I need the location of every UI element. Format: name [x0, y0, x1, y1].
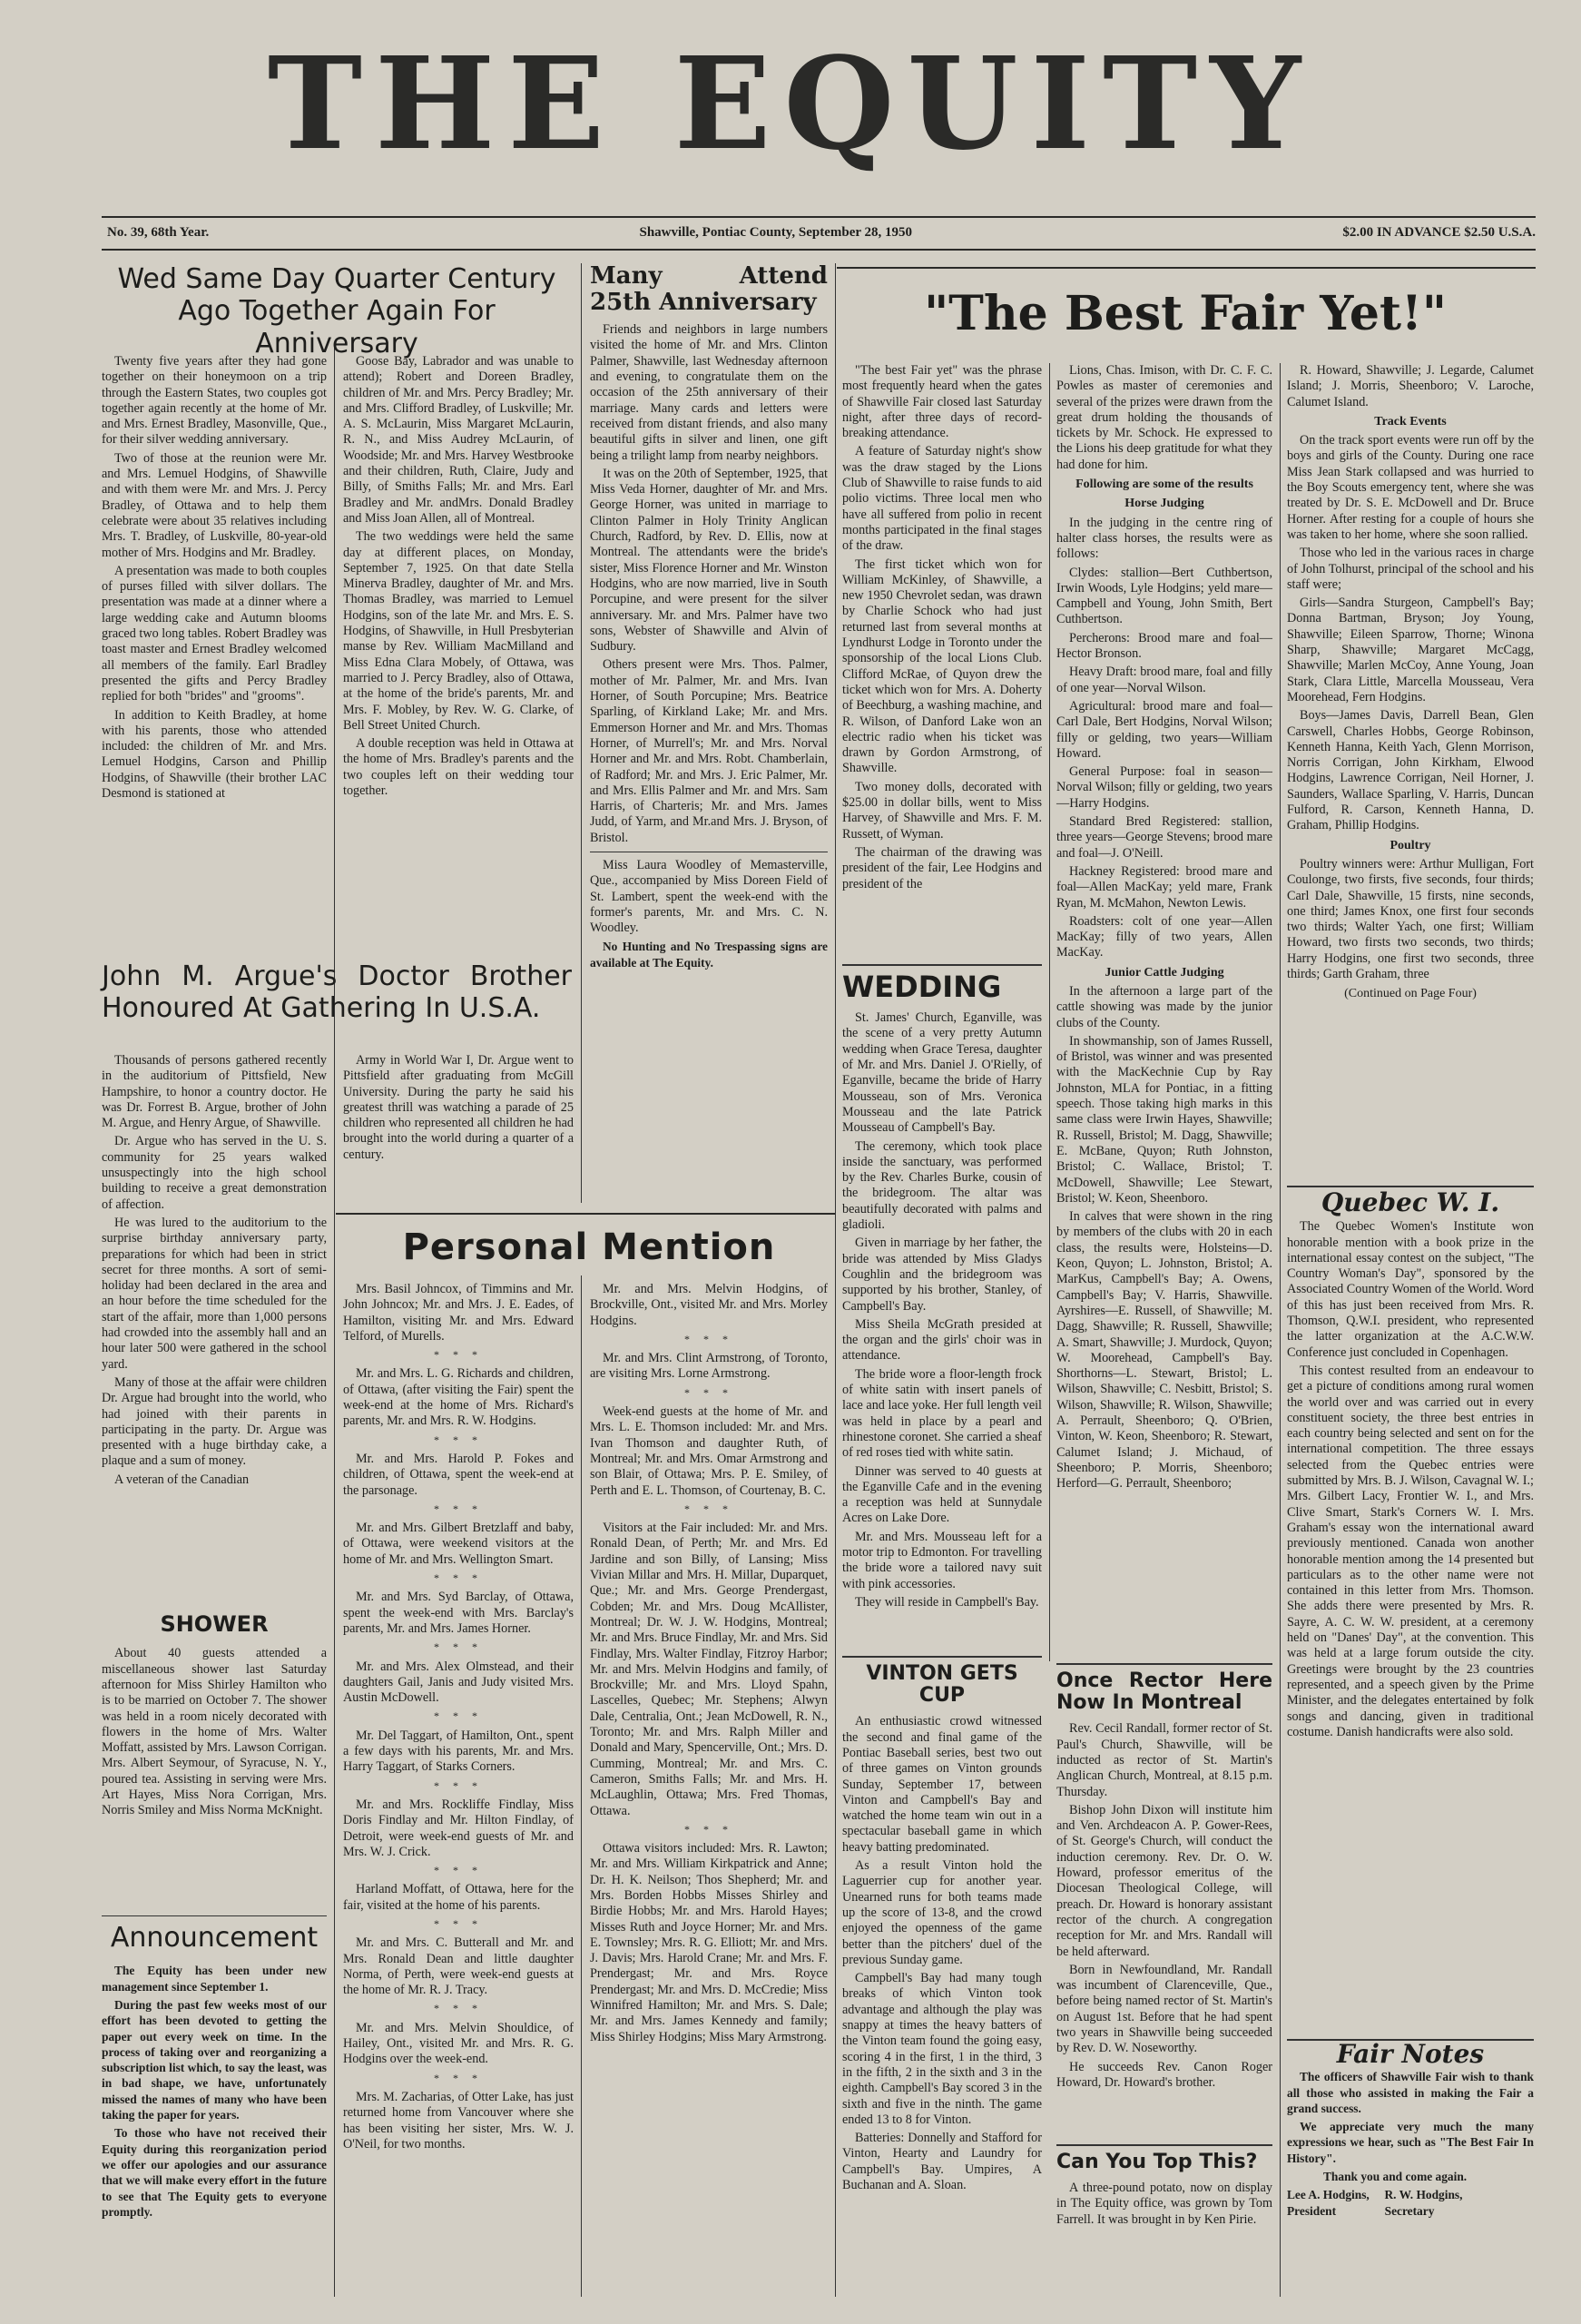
paragraph: Mr. and Mrs. C. Butterall and Mr. and Mrs. Ronald Dean and little daughter Norma, of Perth, were week-end guests at the home of Mr. R. J. Tracy.	[343, 1935, 574, 1998]
vinton-article	[842, 1656, 1042, 2304]
paragraph: Roadsters: colt of one year—Allen MacKay; filly of two years, Allen MacKay.	[1056, 913, 1272, 960]
paragraph: Mrs. M. Zacharias, of Otter Lake, has just returned home from Vancouver where she has been visiting her sister, Mrs. W. J. O'Neil, for two months.	[343, 2089, 574, 2152]
article-column	[343, 1053, 574, 1207]
signature-names: Lee A. Hodgins, R. W. Hodgins,	[1287, 2188, 1463, 2202]
article-column	[102, 354, 327, 980]
paragraph: Thousands of persons gathered recently in the auditorium of Pittsfield, New Hampshire, to honor a country doctor. He was Dr. Forrest B. Argue, brother of John M. Argue, and Henry Argue, of Shawville.	[102, 1053, 327, 1131]
subscription-price: $2.00 IN ADVANCE $2.50 U.S.A.	[1342, 225, 1536, 240]
paragraph: Visitors at the Fair included: Mr. and Mrs. Ronald Dean, of Perth; Mr. and Mrs. Ed Jardine and son Billy, of Lansing; Miss Vivian Millar and Mrs. H. Millar, Duparquet, Que.; Mr. and Mrs. George Prendergast, Cobden; Mr. and Mrs. Doug McAllister, Montreal; Dr. W. J. W. Hodgins, Montreal; Mr. and Mrs. Bruce Findlay, Mr. and Mrs. Sid Findlay, Mrs. Walter Findlay, Fitzroy Harbor; Mr. and Mrs. Melvin Hodgins and family, of Brockville; Mr. and Mrs. Lloyd Spahn, Lascelles, Quebec; Mr. Stephens; Alwyn Dale, Centralia, Ont.; Jean McDowell, R. N., Toronto; Mr. and Mrs. Ralph Miller and Donald and Mary, Spencerville, Ont.; Mrs. D. Cumming, Montreal; Mr. and Mrs. C. Cameron, Smiths Falls; Mr. and Mrs. H. McLaughlin, Ottawa; Mrs. Fred Thomas, Ottawa.	[590, 1521, 828, 1818]
paragraph: It was on the 20th of September, 1925, that Miss Veda Horner, daughter of Mr. and Mrs. George Horner, was united in marriage to Clinton Palmer in Holy Trinity Anglican Church, Radford, by Rev. D. Ellis, now at Montreal. The attendants were the bride's sister, Miss Florence Horner and Mr. Winston Hodgins, who are now married, live in South Porcupine, and were present for the silver anniversary. Mr. and Mrs. Palmer have two sons, Webster of Shawville and Alvin of Sudbury.	[590, 466, 828, 655]
paragraph: General Purpose: foal in season—Norval Wilson; filly or gelding, two years—Harry Hodgins.	[1056, 764, 1272, 811]
paragraph: In the afternoon a large part of the cattle showing was made by the junior clubs of the County.	[1056, 983, 1272, 1030]
column-divider	[334, 980, 335, 2297]
article-column	[102, 1053, 327, 1616]
section-heading: Poultry	[1390, 838, 1431, 852]
paragraph: On the track sport events were run off by the boys and girls of the County. During one race Miss Jean Stark collapsed and was hurried to the Boy Scouts emergency tent, where she was treated by Dr. S. E. McDowell and Dr. Bruce Horner. After resting for a couple of hours she was taken to her home, where she soon rallied.	[1287, 433, 1534, 542]
paragraph: St. James' Church, Eganville, was the scene of a very pretty Autumn wedding when Grace Teresa, daughter of Mr. and Mrs. Daniel J. O'Rielly, of Eganville, became the bride of Harry Mousseau, son of Mrs. Veronica Mousseau and the late Patrick Mousseau of Campbell's Bay.	[842, 1010, 1042, 1136]
paragraph: The two weddings were held the same day at different places, on Monday, September 7, 1925. On that date Stella Minerva Bradley, daughter of Mr. and Mrs. Thomas Bradley, was married to Lemuel Hodgins, son of the late Mr. and Mrs. E. S. Hodgins, of Shawville, in Hull Presbyterian manse by Rev. William MacMilland and Miss Edna Clara Mobely, of Ottawa, was married to J. Percy Bradley, also of Ottawa, at the home of the bride's parents, Mr. and Mrs. F. Mobley, by Rev. W. G. Clarke, of Bell Street United Church.	[343, 529, 574, 733]
paragraph: Two of those at the reunion were Mr. and Mrs. Lemuel Hodgins, of Shawville and with them were Mr. and Mrs. J. Percy Bradley, of Ottawa and to help them celebrate were about 35 relatives including Mrs. T. Bradley, of Luskville, 80-year-old mother of Mrs. Hodgins and Mr. Bradley.	[102, 450, 327, 560]
paragraph: Dinner was served to 40 guests at the Eganville Cafe and in the evening a reception was held at Sunnydale Acres on Lake Dore.	[842, 1463, 1042, 1526]
paragraph: The ceremony, which took place inside the sanctuary, was performed by the Rev. Charles Burke, cousin of the bridegroom. The altar was beautifully decorated with palms and gladioli.	[842, 1138, 1042, 1233]
issue-date: Shawville, Pontiac County, September 28, 1950	[639, 225, 913, 240]
paragraph: As a result Vinton hold the Laguerrier cup for another year. Unearned runs for both teams made up the score of 13-8, and the crowd enjoyed the openness of the game better than the pitchers' duel of the previous Sunday game.	[842, 1858, 1042, 1967]
paragraph: A double reception was held in Ottawa at the home of Mrs. Bradley's parents and the two couples left on their wedding tour together.	[343, 736, 574, 799]
column-divider	[835, 263, 836, 2297]
paragraph: Army in World War I, Dr. Argue went to Pittsfield after graduating from McGill University. During the party he said his greatest thrill was watching a parade of 25 children who represented all children he had brought into the world during a quarter of a century.	[343, 1053, 574, 1162]
paragraph: Standard Bred Registered: stallion, three years—George Stevens; brood mare and foal—J. O'Neill.	[1056, 814, 1272, 861]
paragraph: Bishop John Dixon will institute him and Ven. Archdeacon A. P. Gower-Rees, of St. George's Church, will conduct the induction ceremony. Rev. Dr. O. W. Howard, professor emeritus of the Diocesan Theological College, will preach. Dr. Howard is honorary assistant rector of the church. A congregation reception for Mr. and Mrs. Randall will be held afterward.	[1056, 1802, 1272, 1959]
paragraph: Miss Laura Woodley of Memasterville, Que., accompanied by Miss Doreen Field of St. Lambert, spent the week-end with the former's parents, Mr. and Mrs. C. N. Woodley.	[590, 857, 828, 936]
masthead-rule	[102, 216, 1536, 218]
article-headline: Quebec W. I.	[1321, 1187, 1500, 1217]
paragraph: About 40 guests attended a miscellaneous shower last Saturday afternoon for Miss Shirley Hamilton who is to be married on October 7. The shower was held in a room nicely decorated with flowers in the home of Mrs. Walter Moffatt, assisted by Mrs. Lawson Corrigan. Mrs. Albert Seymour, of Syracuse, N. Y., poured tea. Assisting in serving were Mrs. Art Hayes, Miss Nora Corrigan, Mrs. Norris Smiley and Miss Norma McKnight.	[102, 1646, 327, 1818]
paragraph: Thank you and come again.	[1323, 2170, 1468, 2184]
dateline-rule	[102, 249, 1536, 251]
fair-column	[1056, 363, 1272, 1652]
article-headline-block	[102, 263, 572, 359]
paragraph: Mr. and Mrs. Melvin Shouldice, of Hailey, Ont., visited Mr. and Mrs. R. G. Hodgins over the week-end.	[343, 2020, 574, 2067]
paragraph: Twenty five years after they had gone together on their honeymoon on a trip through the Eastern States, two couples got together again recently at the home of Mr. and Mrs. Ernest Bradley, Masonville, Que., for their silver wedding anniversary.	[102, 354, 327, 448]
paragraph: Goose Bay, Labrador and was unable to attend); Robert and Doreen Bradley, children of Mr. and Mrs. Percy Bradley; Mr. and Mrs. Clifford Bradley, of Luskville; Mr. A. S. McLaurin, Miss Margaret McLaurin, R. N., and Miss Audrey McLaurin, of Woodside; Mr. and Mrs. Harvey Westbrooke and their children, Ruth, Claire, Judy and Billy, of Smiths Falls; Mr. and Mrs. Earl Bradley and Mr. andMrs. Donald Bradley and Miss Joan Allen, all of Montreal.	[343, 354, 574, 526]
paragraph: He was lured to the auditorium to the surprise birthday anniversary party, preparations for which had been in strict secret for three months. A sort of semi-holiday had been declared in the area and an hour before the time scheduled for the start of the affair, more than 1,000 persons had crowded into the assembly hall and an hour later 500 were gathered in the school yard.	[102, 1215, 327, 1372]
paragraph: Ottawa visitors included: Mrs. R. Lawton; Mr. and Mrs. William Kirkpatrick and Anne; Dr. H. K. Neilson; Thos Shepherd; Mr. and Mrs. Borden Hobbs Misses Shirley and Birdie Hobbs; Mr. and Mrs. Harold Hayes; Misses Ruth and Joyce Horner; Mr. and Mrs. E. Townsley; Mrs. R. G. Elliott; Mr. and Mrs. J. Davis; Mrs. Harold Crane; Mr. and Mrs. F. Prendergast; Mr. and Mrs. Royce Prendergast; Mr. and Mrs. D. McCredie; Miss Winnifred Hamilton; Mr. and Mrs. S. Dale; Mr. and Mrs. James Kennedy and family; Miss Shirley Hodgins; Miss Mary Armstrong.	[590, 1841, 828, 2044]
paragraph: Campbell's Bay had many tough breaks of which Vinton took advantage and although the play was snappy at times the heavy batters of the Vinton team found the going easy, scoring 4 in the first, 1 in the third, 3 in the fifth, 2 in the sixth and 3 in the eighth. Campbell's Bay scored 3 in the sixth and five in the ninth. The game ended 13 to 8 for Vinton.	[842, 1971, 1042, 2127]
paragraph: Percherons: Brood mare and foal—Hector Bronson.	[1056, 630, 1272, 662]
paragraph: Given in marriage by her father, the bride was attended by Miss Gladys Coughlin and the bridegroom was supported by his brother, Stanley, of Campbell's Bay.	[842, 1236, 1042, 1314]
section-heading: Horse Judging	[1124, 497, 1204, 511]
announcement-article	[102, 1915, 327, 2303]
paragraph: A veteran of the Canadian	[114, 1472, 250, 1487]
fair-column	[1287, 363, 1534, 1180]
section-heading: Track Events	[1374, 414, 1447, 428]
paragraph: Mr. and Mrs. L. G. Richards and children, of Ottawa, (after visiting the Fair) spent the week-end at the home of Mrs. Richard's parents, Mr. and Mrs. R. W. Hodgins.	[343, 1366, 574, 1429]
paragraph: An enthusiastic crowd witnessed the second and final game of the Pontiac Baseball series, best two out of three games on Vinton grounds Sunday, September 17, between Vinton and Campbell's Bay and watched the home team win out in a spectacular baseball game in which heavy batting predominated.	[842, 1714, 1042, 1855]
paragraph: To those who have not received their Equity during this reorganization period we offer our apologies and our assurance that we will make every effort in the future to see that The Equity gets to everyone promptly.	[102, 2126, 327, 2219]
paragraph: During the past few weeks most of our effort has been devoted to getting the paper out every week on time. In the process of taking over and reorganizing a subscription list which, to say the least, was in bad shape, we have, unfortunately missed the names of many who have been taking the paper for years.	[102, 1997, 327, 2122]
paragraph: Mr. and Mrs. Syd Barclay, of Ottawa, spent the week-end with Mrs. Barclay's parents, Mr. and Mrs. James Horner.	[343, 1590, 574, 1636]
paragraph: "The best Fair yet" was the phrase most frequently heard when the gates of Shawville Fair closed last Saturday night, after three days of record-breaking attendance.	[842, 363, 1042, 441]
fair-headline: "The Best Fair Yet!"	[924, 286, 1447, 341]
paragraph: Born in Newfoundland, Mr. Randall was incumbent of Clarenceville, Que., before being named rector of St. Martin's on August 1st. Before that he had spent two years in Shawville being succeeded by Rev. D. W. Noseworthy.	[1056, 1962, 1272, 2056]
paragraph: Agricultural: brood mare and foal—Carl Dale, Bert Hodgins, Norval Wilson; filly or gelding, two years—William Howard.	[1056, 698, 1272, 761]
section-rule	[336, 1213, 835, 1215]
paragraph: In calves that were shown in the ring by members of the clubs with 20 in each class, the results were, Holsteins—D. Keon, Quyon; L. Johnston, Bristol; A. MarKus, Campbell's Bay; A. Owens, Campbell's Bay; V. Harris, Shawville. Ayrshires—E. Russell, of Shawville; M. Dagg, Shawville; R. Russell, Shawville; A. Smart, Shawville; J. Murdock, Quyon; W. Moorehead, Campbell's Bay. Shorthorns—L. Stewart, Bristol; L. Wilson, Shawville; C. Nesbitt, Bristol; S. Wilson, Shawville; R. Wilson, Shawville; A. Perrault, Sheenboro; Q. O'Brien, Vinton, W. Keon, Sheenboro; R. Stewart, Calumet Island; J. Michaud, of Sheenboro; P. Morris, Sheenboro; Herford—G. Perrault, Sheenboro;	[1056, 1209, 1272, 1492]
paragraph: Hackney Registered: brood mare and foal—Allen MacKay; yeld mare, Frank Ryan, M. McMahon, Newton Lewis.	[1056, 863, 1272, 911]
article-column	[343, 354, 574, 980]
personal-mention-headline: Personal Mention	[402, 1226, 776, 1268]
article-headline: Wed Same Day Quarter Century Ago Together Again For Anniversary	[117, 263, 556, 359]
paragraph: Mrs. Basil Johncox, of Timmins and Mr. John Johncox; Mr. and Mrs. J. E. Eades, of Hamilton, visiting Mr. and Mrs. Edward Telford, of Murells.	[343, 1282, 574, 1344]
signature-titles: President Secretary	[1287, 2203, 1435, 2218]
paragraph: Mr. and Mrs. Gilbert Bretzlaff and baby, of Ottawa, were weekend visitors at the home of Mr. and Mrs. Wellington Smart.	[343, 1521, 574, 1567]
article-headline: WEDDING	[842, 970, 1002, 1004]
paragraph: We appreciate very much the many expressions we hear, such as "The Best Fair In History".	[1287, 2120, 1534, 2165]
paragraph: A presentation was made to both couples of purses filled with silver dollars. The presentation was made at a dinner where a large wedding cake and Autumn blooms graced two long tables. Robert Bradley was toast master and Ernest Bradley welcomed all members of the family. Earl Bradley presented the gifts and Percy Bradley replied for both "brides" and "grooms".	[102, 563, 327, 704]
anniversary-article	[590, 263, 828, 1203]
paragraph: Many of those at the affair were children Dr. Argue had brought into the world, who had joined with their parents in participating in the party. Dr. Argue was presented with a huge birthday cake, a plaque and a sum of money.	[102, 1374, 327, 1469]
paragraph: The Quebec Women's Institute won honorable mention with a book prize in the international essay contest on the subject, "The Country Woman's Day", sponsored by the Associated Country Women of the World. Word of this has just been received from Mrs. R. Thomson, Q.W.I. president, who represented the latter organization at the A.C.W.W. Conference just concluded in Copenhagen.	[1287, 1219, 1535, 1360]
paragraph: Boys—James Davis, Darrell Bean, Glen Carswell, Charles Hobbs, George Robinson, Kenneth Hanna, Keith Yach, Glenn Morrison, Norris Corrigan, John Kirkham, Elwood Hodgins, Lawrence Corrigan, Neil Horner, J. Saunders, Wallace Sparling, V. Harris, Duncan Fulford, R. Carson, Kenneth Hanna, D. Graham, Phillip Hodgins.	[1287, 708, 1534, 833]
paragraph: Mr. and Mrs. Alex Olmstead, and their daughters Gail, Janis and Judy visited Mrs. Austin McDowell.	[343, 1659, 574, 1706]
paragraph: Poultry winners were: Arthur Mulligan, Fort Coulonge, two firsts, five seconds, four thirds; Carl Dale, Shawville, 15 firsts, nine seconds, one third; James Knox, one first four seconds two thirds; Walter Yach, one first; William Howard, two firsts two seconds, two thirds; Harry Hodgins, one first two seconds, three thirds; Garth Graham, three	[1287, 856, 1534, 981]
paragraph: Girls—Sandra Sturgeon, Campbell's Bay; Donna Bartman, Bryson; Joy Young, Shawville; Eileen Sparrow, Thorne; Winona Sharp, Shawville; Margaret McCagg, Shawville; Marlen McCoy, Anne Young, Joan Stark, Clara Little, Marcella Mousseau, Vera Moorehead, Fern Hodgins.	[1287, 596, 1534, 704]
article-headline: Once Rector Here Now In Montreal	[1056, 1669, 1272, 1715]
masthead: THE EQUITY	[267, 30, 1314, 179]
paragraph: R. Howard, Shawville; J. Legarde, Calumet Island; J. Morris, Sheenboro; V. Laroche, Calumet Island.	[1287, 363, 1534, 409]
shower-article	[102, 1611, 327, 1920]
personal-column: Mr. and Mrs. Melvin Hodgins, of Brockville, Ont., visited Mr. and Mrs. Morley Hodgins. * * * Mr. and Mrs. Clint Armstrong, of Toronto, are visiting Mrs. Lorne Armstrong. * * * Week-end guests at the home of Mr. and Mrs. L. E. Thomson included: Mr. and Mrs. Ivan Thomson and daughter Ruth, of Montreal; Mr. and Mrs. Omar Armstrong and son Blair, of Ottawa; Mrs. P. E. Smiley, of Perth and E. L. Thomson, of Courtenay, B. C. * * * Visitors at the Fair included: Mr. and Mrs. Ronald Dean, of Perth; Mr. and Mrs. Ed Jardine and son Billy, of Lansing; Miss Vivian Millar and Mrs. H. Millar, Duparquet, Que.; Mr. and Mrs. George Prendergast, Cobden; Mr. and Mrs. Doug McAllister, Montreal; Dr. W. J. W. Hodgins, Montreal; Mr. and Mrs. Bruce Findlay, Mr. and Mrs. Sid Findlay, Mrs. Walter Findlay, Fitzroy Harbor; Mr. and Mrs. Melvin Hodgins and family, of Brockville; Mr. and Mrs. Lloyd Spahn, Lascelles, Quebec; Mr. Stephens; Alwyn Dale, Centralia, Ont.; Jean McDowell, R. N., Toronto; Mr. and Mrs. Ralph Miller and Donald and Mary, Spencerville, Ont.; Mrs. D. Cumming, Montreal; Mr. and Mrs. C. Cameron, Smiths Falls; Mr. and Mrs. H. McLaughlin, Ottawa; Mrs. Fred Thomas, Ottawa. * * * Ottawa visitors included: Mrs. R. Lawton; Mr. and Mrs. William Kirkpatrick and Anne; Dr. H. K. Neilson; Thos Shepherd; Mr. and Mrs. Borden Hobbs Misses Shirley and Birdie Hobbs; Mr. and Mrs. Harold Hayes; Misses Ruth and Joyce Horner; Mr. and Mrs. E. Townsley; Mrs. R. G. Elliott; Mr. and Mrs. J. Davis; Mrs. Harold Crane; Mr. and Mrs. F. Prendergast; Mr. and Mrs. Royce Prendergast; Mr. and Mrs. D. McCredie; Miss Winnifred Hamilton; Mr. and Mrs. S. Dale; Mr. and Mrs. James Kennedy and family; Miss Shirley Hodgins; Miss Mary Armstrong.	[590, 1282, 828, 2044]
article-headline: Many Attend 25th Anniversary	[590, 262, 828, 316]
paragraph: Others present were Mrs. Thos. Palmer, mother of Mr. Palmer, Mr. and Mrs. Ivan Horner, of South Porcupine; Mrs. Beatrice Sparling, of Kirkland Lake; Mr. and Mrs. Emmerson Horner and Mr. and Mrs. Thomas Horner, of Murrell's; Mr. and Mrs. Norval Horner and Mr. and Mrs. Robt. Chamberlain, of Radford; Mr. and Mrs. J. Eric Palmer, Mr. and Mrs. Ellis Palmer and Mr. and Mrs. Sam Harris, of Charteris; Mr. and Mrs. James Judd, of Yarm, and Mr.and Mrs. J. Bryson, of Bristol.	[590, 657, 828, 845]
notice: No Hunting and No Trespassing signs are available at The Equity.	[590, 940, 828, 970]
issue-number: No. 39, 68th Year.	[107, 225, 210, 240]
paragraph: He succeeds Rev. Canon Roger Howard, Dr. Howard's brother.	[1056, 2059, 1272, 2090]
article-headline: Announcement	[110, 1922, 319, 1954]
paragraph: Two money dolls, decorated with $25.00 in dollar bills, went to Miss Harvey, of Shawville and Mrs. F. M. Russett, of Wyman.	[842, 779, 1042, 842]
column-divider	[581, 1275, 582, 2297]
fair-notes-article	[1287, 2039, 1534, 2304]
personal-column: Mrs. Basil Johncox, of Timmins and Mr. John Johncox; Mr. and Mrs. J. E. Eades, of Hamilton, visiting Mr. and Mrs. Edward Telford, of Murells. * * * Mr. and Mrs. L. G. Richards and children, of Ottawa, (after visiting the Fair) spent the week-end at the home of Mrs. Richard's parents, Mr. and Mrs. R. W. Hodgins. * * * Mr. and Mrs. Harold P. Fokes and children, of Ottawa, spent the week-end at the parsonage. * * * Mr. and Mrs. Gilbert Bretzlaff and baby, of Ottawa, were weekend visitors at the home of Mr. and Mrs. Wellington Smart. * * * Mr. and Mrs. Syd Barclay, of Ottawa, spent the week-end with Mrs. Barclay's parents, Mr. and Mrs. James Horner. * * * Mr. and Mrs. Alex Olmstead, and their daughters Gail, Janis and Judy visited Mrs. Austin McDowell. * * * Mr. Del Taggart, of Hamilton, Ont., spent a few days with his parents, Mr. and Mrs. Harry Taggart, of Starks Corners. * * * Mr. and Mrs. Rockliffe Findlay, Miss Doris Findlay and Mr. Hilton Findlay, of Detroit, were week-end guests of Mr. and Mrs. W. J. Crick. * * * Harland Moffatt, of Ottawa, here for the fair, visited at the home of his parents. * * * Mr. and Mrs. C. Butterall and Mr. and Mrs. Ronald Dean and little daughter Norma, of Perth, were week-end guests at the home of Mr. R. J. Tracy. * * * Mr. and Mrs. Melvin Shouldice, of Hailey, Ont., visited Mr. and Mrs. R. G. Hodgins over the week-end. * * * Mrs. M. Zacharias, of Otter Lake, has just returned home from Vancouver where she has been visiting her sister, Mrs. W. J. O'Neil, for two months.	[343, 1282, 574, 2152]
fair-column	[842, 363, 1042, 962]
quebec-wi-article	[1287, 1186, 1534, 2048]
paragraph: Heavy Draft: brood mare, foal and filly of one year—Norval Wilson.	[1056, 665, 1272, 695]
results-intro: Following are some of the results	[1075, 478, 1253, 492]
paragraph: A feature of Saturday night's show was the draw staged by the Lions Club of Shawville to raise funds to aid polio victims. Three local men who have all suffered from polio in recent months participated in the final stages of the draw.	[842, 444, 1042, 554]
rector-article	[1056, 1663, 1272, 2142]
paragraph: Miss Sheila McGrath presided at the organ and the girls' choir was in attendance.	[842, 1316, 1042, 1364]
paragraph: The bride wore a floor-length frock of white satin with insert panels of lace and lace yoke. Her full length veil was held in place by a pearl and rhinestone coronet. She carried a sheaf of red roses tied with white satin.	[842, 1366, 1042, 1461]
article-headline: VINTON GETS CUP	[866, 1662, 1018, 1708]
continued-note: (Continued on Page Four)	[1344, 987, 1477, 1001]
paragraph: Mr. and Mrs. Mousseau left for a motor trip to Edmonton. For travelling the bride wore a tailored navy suit with pink accessories.	[842, 1529, 1042, 1591]
column-divider	[334, 345, 335, 980]
fair-rule	[837, 267, 1536, 269]
paragraph: The chairman of the drawing was president of the fair, Lee Hodgins and president of the	[842, 844, 1042, 891]
paragraph: The first ticket which won for William McKinley, of Shawville, a new 1950 Chevrolet sedan, was drawn by Charlie Schock who had just returned last from several months at Lyndhurst Lodge in Toronto under the sponsorship of the local Lions Club. Clifford McRae, of Quyon drew the ticket which won for Mrs. A. Doherty of Beechburg, a washing machine, and R. Wilson, of Danford Lake won an electric radio when his ticket was drawn by Gordon Armstrong, of Shawville.	[842, 556, 1042, 776]
paragraph: They will reside in Campbell's Bay.	[855, 1594, 1039, 1610]
potato-article	[1056, 2144, 1272, 2304]
paragraph: Dr. Argue who has served in the U. S. community for 25 years walked unsuspectingly into the high school building to receive a great demonstration of affection.	[102, 1134, 327, 1212]
article-headline: Fair Notes	[1336, 2039, 1485, 2069]
paragraph: Mr. and Mrs. Melvin Hodgins, of Brockville, Ont., visited Mr. and Mrs. Morley Hodgins.	[590, 1282, 828, 1328]
paragraph: Harland Moffatt, of Ottawa, here for the fair, visited at the home of his parents.	[343, 1882, 574, 1913]
paragraph: The Equity has been under new management since September 1.	[102, 1964, 327, 1994]
column-divider	[1049, 363, 1050, 1661]
paragraph: A three-pound potato, now on display in The Equity office, was grown by Tom Farrell. It was brought in by Ken Pirie.	[1056, 2181, 1272, 2227]
paragraph: Mr. Del Taggart, of Hamilton, Ont., spent a few days with his parents, Mr. and Mrs. Harry Taggart, of Starks Corners.	[343, 1728, 574, 1775]
paragraph: In the judging in the centre ring of halter class horses, the results were as follows:	[1056, 515, 1272, 562]
paragraph: Those who led in the various races in charge of John Tolhurst, principal of the school and his staff were;	[1287, 546, 1534, 592]
paragraph: Mr. and Mrs. Harold P. Fokes and children, of Ottawa, spent the week-end at the parsonage.	[343, 1451, 574, 1498]
paragraph: Mr. and Mrs. Rockliffe Findlay, Miss Doris Findlay and Mr. Hilton Findlay, of Detroit, were week-end guests of Mr. and Mrs. W. J. Crick.	[343, 1797, 574, 1859]
paragraph: In addition to Keith Bradley, at home with his parents, those who attended included: the children of Mr. and Mrs. Lemuel Hodgins, Carson and Phillip Hodgins, of Shawville (their brother LAC Desmond is stationed at	[102, 707, 327, 802]
paragraph: Rev. Cecil Randall, former rector of St. Paul's Church, Shawville, will be inducted as rector of St. Martin's Anglican Church, Montreal, at 8.15 p.m. Thursday.	[1056, 1721, 1272, 1799]
paragraph: Mr. and Mrs. Clint Armstrong, of Toronto, are visiting Mrs. Lorne Armstrong.	[590, 1351, 828, 1382]
paragraph: Week-end guests at the home of Mr. and Mrs. L. E. Thomson included: Mr. and Mrs. Ivan Thomson and daughter Ruth, of Montreal; Mr. and Mrs. Omar Armstrong and son Blair, of Ottawa; Mrs. P. E. Smiley, of Perth and E. L. Thomson, of Courtenay, B. C.	[590, 1404, 828, 1498]
article-headline: Can You Top This?	[1056, 2151, 1258, 2173]
paragraph: The officers of Shawville Fair wish to thank all those who assisted in making the Fair a grand success.	[1287, 2070, 1534, 2115]
paragraph: Batteries: Donnelly and Stafford for Vinton, Hearty and Laundry for Campbell's Bay. Umpires, A Buchanan and A. Sloan.	[842, 2131, 1042, 2192]
paragraph: Friends and neighbors in large numbers visited the home of Mr. and Mrs. Clinton Palmer, Shawville, last Wednesday afternoon and evening, to congratulate them on the occasion of the 25th anniversary of their marriage. Many cards and letters were received from distant friends, and also many beautiful gifts in silver and linen, one gift being a trilight lamp from nearby neighbors.	[590, 322, 828, 463]
article-headline-block	[102, 960, 572, 1042]
paragraph: Lions, Chas. Imison, with Dr. C. F. C. Powles as master of ceremonies and several of the prizes were drawn from the great drum holding the thousands of tickets by Mr. Schock. He expressed to the Lions his deep gratitude for what they had done for him.	[1056, 363, 1272, 472]
paragraph: This contest resulted from an endeavour to get a picture of conditions among rural women the world over and was carried out in every constituent society, the three best entries in each country being selected and sent on for the international competition. The three essays selected from the Quebec entries were submitted by Mrs. B. J. Wilson, Cavagnal W. I.; Mrs. Gilbert Lacy, Frontier W. I., and Mrs. Clive Smart, Stark's Corners W. I. Mrs. Graham's essay won the international award previously mentioned. Canada won another honorable mention among the 14 presented but particulars as to the other name were not contained in this letter from Mrs. Thomson. She adds there were presented by Mrs. R. Sayre, A. C. W. W. president, at a ceremony held on "Danes' Day", at the convention. This was held at a large forum outside the city. Greetings were brought by the 23 countries represented, and a speech given by the Prime Minister, and the delegates entertained by folk songs and dancing, given in traditional costume. Danish handicrafts were also sold.	[1287, 1363, 1534, 1739]
column-divider	[581, 263, 582, 1203]
paragraph: In showmanship, son of James Russell, of Bristol, was winner and was presented with the MacKechnie Cup by Ray Johnston, MLA for Pontiac, in a fitting speech. Those taking high marks in this same class were Irwin Hayes, Shawville; R. Russell, Bristol; M. Dagg, Shawville; E. McBane, Quyon; Ruth Johnston, Bristol; C. Wallace, Bristol; T. McDowell, Shawville; Lee Stewart, Bristol; W. Keon, Sheenboro.	[1056, 1033, 1272, 1206]
dateline	[107, 225, 1536, 245]
wedding-article	[842, 964, 1042, 1661]
paragraph: Clydes: stallion—Bert Cuthbertson, Irwin Woods, Lyle Hodgins; yeld mare—Campbell and Young, John Smith, Bert Cuthbertson.	[1056, 565, 1272, 627]
column-divider	[1280, 363, 1281, 2297]
article-headline: John M. Argue's Doctor Brother Honoured At Gathering In U.S.A.	[102, 960, 572, 1025]
article-headline: SHOWER	[160, 1611, 269, 1637]
section-heading: Junior Cattle Judging	[1105, 965, 1224, 980]
